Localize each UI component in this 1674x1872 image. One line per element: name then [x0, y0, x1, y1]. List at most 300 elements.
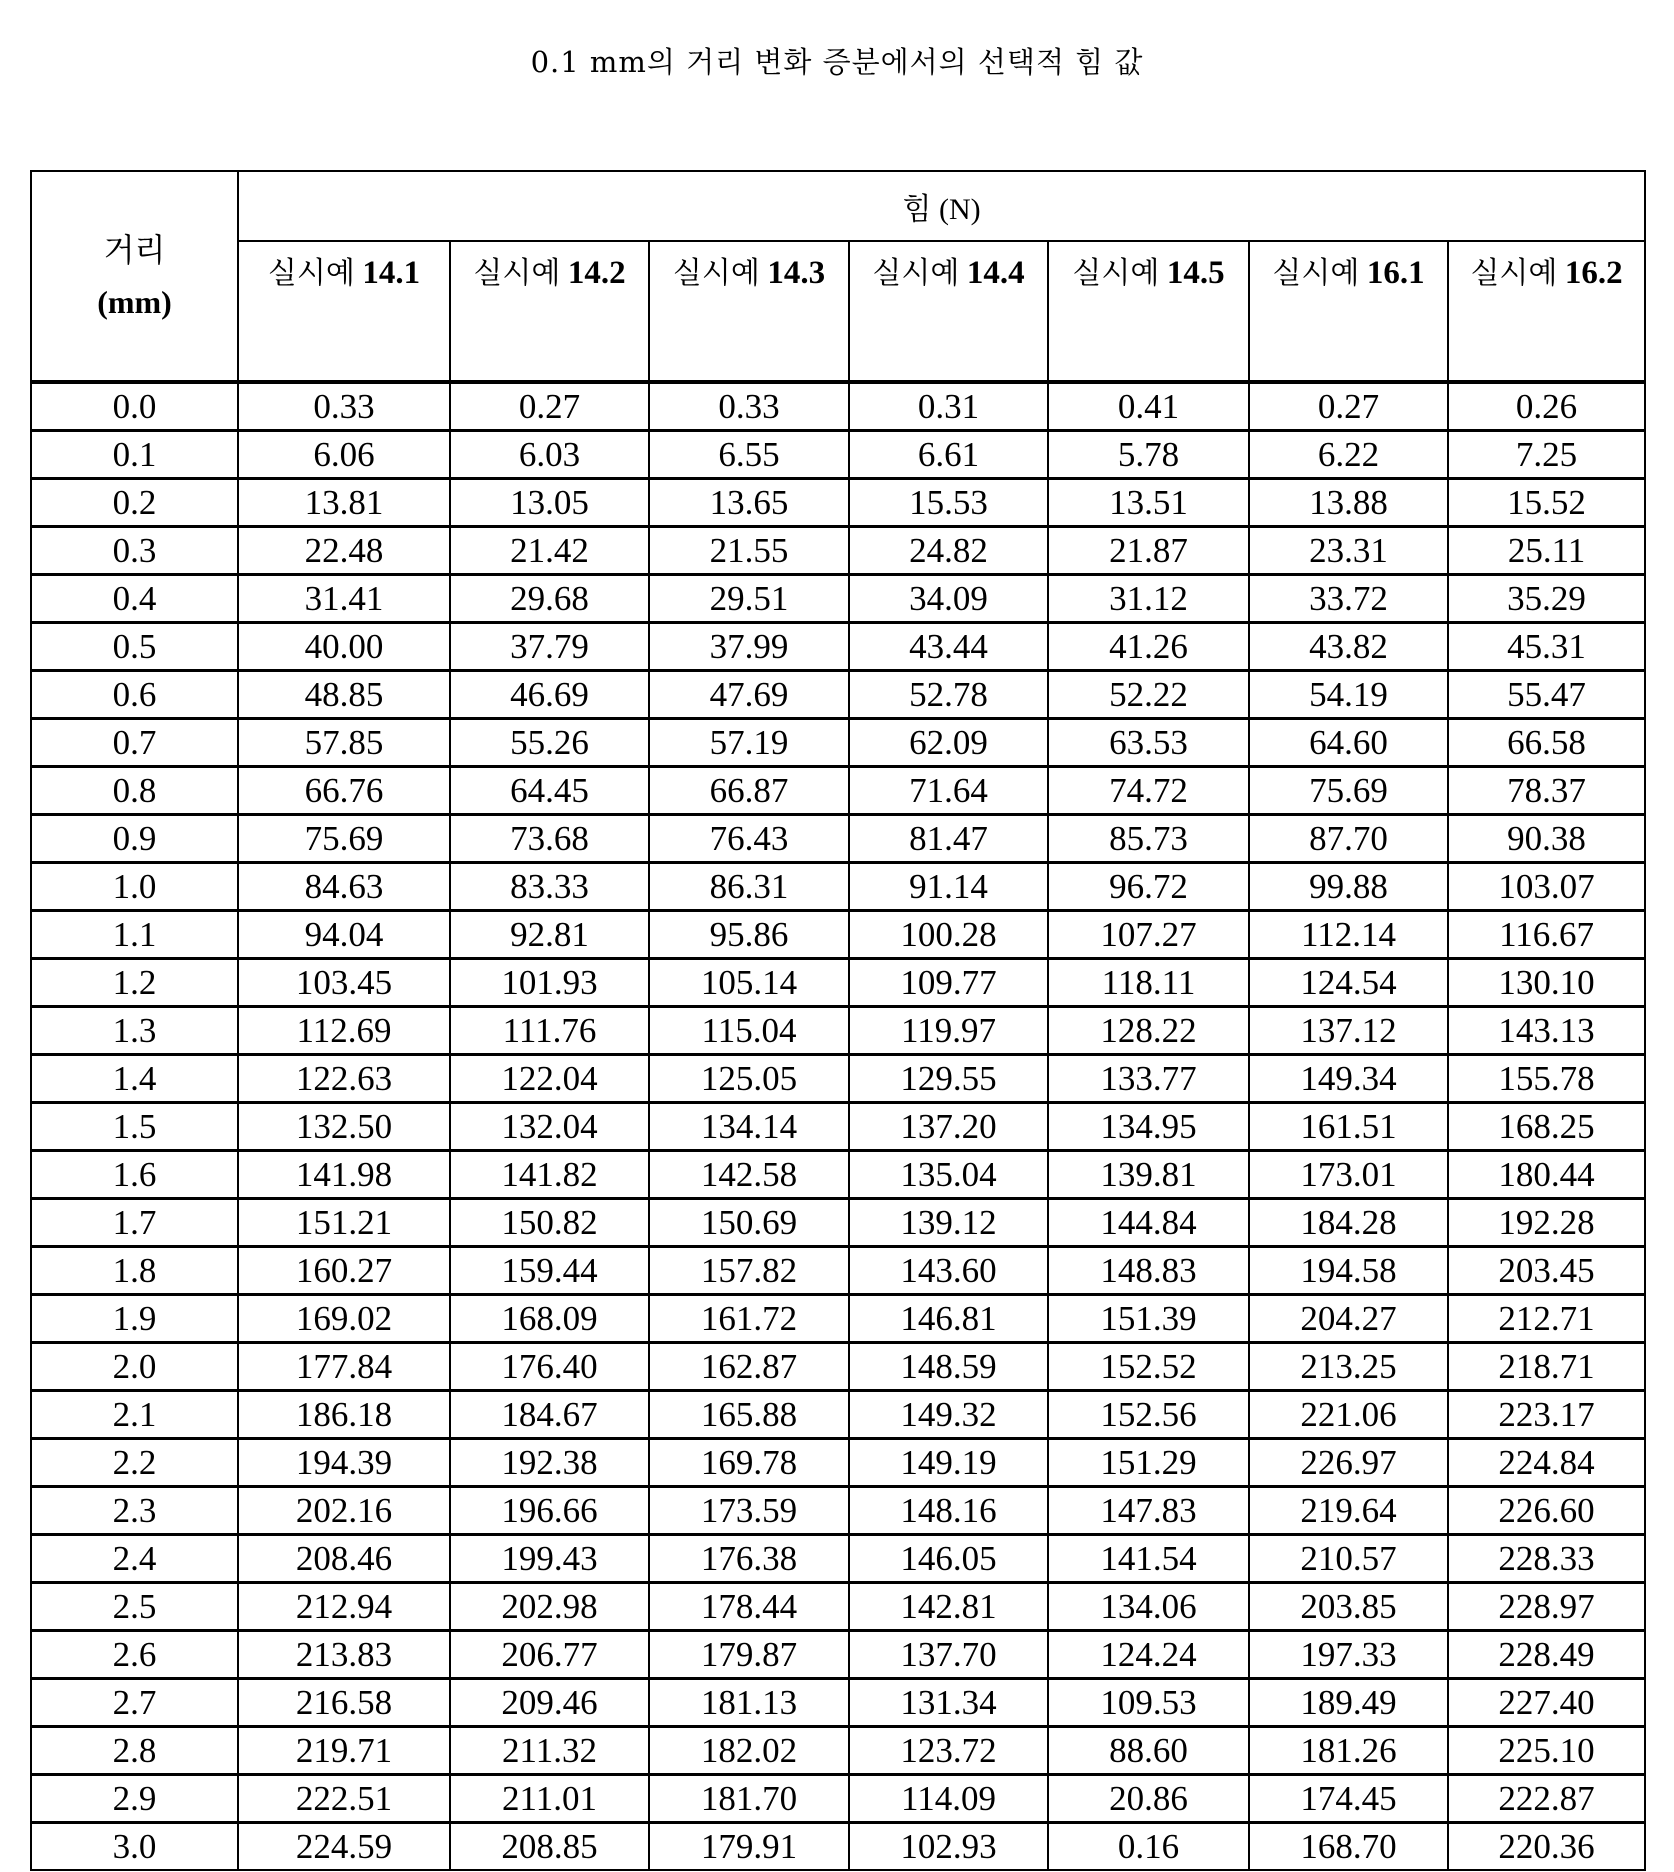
column-header-example [849, 241, 1048, 382]
force-cell: 118.11 [1048, 959, 1249, 1007]
table-row [31, 1823, 1645, 1871]
force-cell: 173.59 [649, 1487, 849, 1535]
force-cell: 13.81 [238, 479, 450, 527]
force-cell: 181.13 [649, 1679, 849, 1727]
force-cell: 81.47 [849, 815, 1048, 863]
force-cell: 223.17 [1448, 1391, 1645, 1439]
column-header-number: 14.5 [1167, 255, 1225, 291]
distance-cell: 0.1 [31, 431, 238, 479]
force-cell: 208.85 [450, 1823, 649, 1871]
force-cell: 152.56 [1048, 1391, 1249, 1439]
force-cell: 194.58 [1249, 1247, 1448, 1295]
distance-cell: 0.7 [31, 719, 238, 767]
force-cell: 228.97 [1448, 1583, 1645, 1631]
force-cell: 210.57 [1249, 1535, 1448, 1583]
force-cell: 203.45 [1448, 1247, 1645, 1295]
distance-cell: 2.1 [31, 1391, 238, 1439]
force-cell: 226.60 [1448, 1487, 1645, 1535]
force-cell: 142.81 [849, 1583, 1048, 1631]
table-row [31, 1679, 1645, 1727]
force-cell: 31.12 [1048, 575, 1249, 623]
table-row [31, 1199, 1645, 1247]
force-cell: 102.93 [849, 1823, 1048, 1871]
force-cell: 225.10 [1448, 1727, 1645, 1775]
table-row [31, 959, 1645, 1007]
force-cell: 202.98 [450, 1583, 649, 1631]
distance-cell: 0.6 [31, 671, 238, 719]
force-cell: 152.52 [1048, 1343, 1249, 1391]
force-cell: 34.09 [849, 575, 1048, 623]
distance-cell: 1.5 [31, 1103, 238, 1151]
force-cell: 204.27 [1249, 1295, 1448, 1343]
force-cell: 25.11 [1448, 527, 1645, 575]
force-cell: 62.09 [849, 719, 1048, 767]
force-cell: 141.54 [1048, 1535, 1249, 1583]
force-cell: 6.61 [849, 431, 1048, 479]
force-cell: 149.32 [849, 1391, 1048, 1439]
force-cell: 94.04 [238, 911, 450, 959]
force-cell: 0.27 [1249, 382, 1448, 431]
force-cell: 15.52 [1448, 479, 1645, 527]
force-cell: 13.88 [1249, 479, 1448, 527]
force-cell: 213.83 [238, 1631, 450, 1679]
force-cell: 186.18 [238, 1391, 450, 1439]
force-cell: 203.85 [1249, 1583, 1448, 1631]
force-cell: 151.21 [238, 1199, 450, 1247]
force-cell: 180.44 [1448, 1151, 1645, 1199]
force-cell: 182.02 [649, 1727, 849, 1775]
table-row [31, 1391, 1645, 1439]
force-cell: 6.22 [1249, 431, 1448, 479]
distance-cell: 3.0 [31, 1823, 238, 1871]
distance-cell: 0.3 [31, 527, 238, 575]
force-cell: 71.64 [849, 767, 1048, 815]
force-cell: 137.20 [849, 1103, 1048, 1151]
force-cell: 141.82 [450, 1151, 649, 1199]
force-cell: 181.26 [1249, 1727, 1448, 1775]
table-row [31, 1295, 1645, 1343]
force-cell: 202.16 [238, 1487, 450, 1535]
force-header: 힘 (N) [238, 171, 1645, 241]
column-header-example [238, 241, 450, 382]
distance-cell: 0.2 [31, 479, 238, 527]
table-row [31, 1727, 1645, 1775]
force-cell: 128.22 [1048, 1007, 1249, 1055]
force-cell: 151.29 [1048, 1439, 1249, 1487]
distance-cell: 2.4 [31, 1535, 238, 1583]
force-cell: 147.83 [1048, 1487, 1249, 1535]
force-cell: 122.63 [238, 1055, 450, 1103]
column-header-number: 14.2 [568, 255, 626, 291]
force-cell: 37.79 [450, 623, 649, 671]
page-title: 0.1 mm의 거리 변화 증분에서의 선택적 힘 값 [0, 40, 1674, 81]
distance-cell: 2.5 [31, 1583, 238, 1631]
force-cell: 151.39 [1048, 1295, 1249, 1343]
table-row [31, 527, 1645, 575]
table-row [31, 1055, 1645, 1103]
force-cell: 57.19 [649, 719, 849, 767]
force-cell: 192.28 [1448, 1199, 1645, 1247]
distance-cell: 0.4 [31, 575, 238, 623]
force-cell: 21.87 [1048, 527, 1249, 575]
column-header-prefix: 실시예 [1072, 257, 1159, 290]
force-cell: 144.84 [1048, 1199, 1249, 1247]
force-cell: 116.67 [1448, 911, 1645, 959]
force-cell: 101.93 [450, 959, 649, 1007]
force-cell: 29.51 [649, 575, 849, 623]
force-cell: 212.94 [238, 1583, 450, 1631]
column-header-number: 16.2 [1565, 255, 1623, 291]
distance-cell: 2.9 [31, 1775, 238, 1823]
force-cell: 0.33 [238, 382, 450, 431]
force-cell: 112.14 [1249, 911, 1448, 959]
table-row [31, 431, 1645, 479]
force-cell: 224.59 [238, 1823, 450, 1871]
force-cell: 199.43 [450, 1535, 649, 1583]
force-cell: 6.06 [238, 431, 450, 479]
force-cell: 74.72 [1048, 767, 1249, 815]
force-cell: 103.45 [238, 959, 450, 1007]
force-cell: 176.38 [649, 1535, 849, 1583]
force-table [30, 170, 1646, 1871]
force-cell: 192.38 [450, 1439, 649, 1487]
distance-cell: 2.6 [31, 1631, 238, 1679]
column-header-example [1048, 241, 1249, 382]
force-cell: 227.40 [1448, 1679, 1645, 1727]
force-cell: 150.69 [649, 1199, 849, 1247]
force-cell: 176.40 [450, 1343, 649, 1391]
force-cell: 88.60 [1048, 1727, 1249, 1775]
column-header-number: 14.4 [967, 255, 1025, 291]
force-cell: 184.28 [1249, 1199, 1448, 1247]
force-cell: 139.81 [1048, 1151, 1249, 1199]
force-cell: 226.97 [1249, 1439, 1448, 1487]
distance-cell: 1.8 [31, 1247, 238, 1295]
force-cell: 148.83 [1048, 1247, 1249, 1295]
force-cell: 194.39 [238, 1439, 450, 1487]
distance-cell: 2.8 [31, 1727, 238, 1775]
table-row [31, 575, 1645, 623]
force-cell: 178.44 [649, 1583, 849, 1631]
column-header-example [1448, 241, 1645, 382]
force-cell: 208.46 [238, 1535, 450, 1583]
force-cell: 52.22 [1048, 671, 1249, 719]
column-header-prefix: 실시예 [473, 257, 560, 290]
force-cell: 45.31 [1448, 623, 1645, 671]
force-cell: 134.95 [1048, 1103, 1249, 1151]
force-cell: 0.33 [649, 382, 849, 431]
force-cell: 125.05 [649, 1055, 849, 1103]
force-cell: 141.98 [238, 1151, 450, 1199]
force-cell: 181.70 [649, 1775, 849, 1823]
force-cell: 177.84 [238, 1343, 450, 1391]
distance-cell: 1.6 [31, 1151, 238, 1199]
force-cell: 143.13 [1448, 1007, 1645, 1055]
distance-cell: 0.0 [31, 382, 238, 431]
force-cell: 212.71 [1448, 1295, 1645, 1343]
force-cell: 0.41 [1048, 382, 1249, 431]
distance-cell: 0.9 [31, 815, 238, 863]
force-cell: 196.66 [450, 1487, 649, 1535]
distance-header [31, 171, 238, 382]
force-cell: 228.33 [1448, 1535, 1645, 1583]
force-cell: 216.58 [238, 1679, 450, 1727]
distance-cell: 1.7 [31, 1199, 238, 1247]
force-cell: 83.33 [450, 863, 649, 911]
force-cell: 78.37 [1448, 767, 1645, 815]
column-header-prefix: 실시예 [1470, 257, 1557, 290]
force-cell: 173.01 [1249, 1151, 1448, 1199]
force-cell: 220.36 [1448, 1823, 1645, 1871]
force-cell: 123.72 [849, 1727, 1048, 1775]
force-cell: 111.76 [450, 1007, 649, 1055]
table-row [31, 1583, 1645, 1631]
force-cell: 132.50 [238, 1103, 450, 1151]
force-cell: 224.84 [1448, 1439, 1645, 1487]
force-cell: 40.00 [238, 623, 450, 671]
force-cell: 13.51 [1048, 479, 1249, 527]
force-cell: 41.26 [1048, 623, 1249, 671]
table-row [31, 815, 1645, 863]
column-header-number: 14.3 [767, 255, 825, 291]
force-cell: 131.34 [849, 1679, 1048, 1727]
force-cell: 35.29 [1448, 575, 1645, 623]
force-cell: 55.26 [450, 719, 649, 767]
force-cell: 119.97 [849, 1007, 1048, 1055]
force-cell: 221.06 [1249, 1391, 1448, 1439]
column-header-prefix: 실시예 [872, 257, 959, 290]
column-header-number: 16.1 [1367, 255, 1425, 291]
column-header-example [450, 241, 649, 382]
force-cell: 149.19 [849, 1439, 1048, 1487]
force-cell: 133.77 [1048, 1055, 1249, 1103]
distance-cell: 2.7 [31, 1679, 238, 1727]
force-cell: 174.45 [1249, 1775, 1448, 1823]
distance-label: 거리 [104, 232, 166, 268]
force-cell: 169.02 [238, 1295, 450, 1343]
force-cell: 47.69 [649, 671, 849, 719]
force-cell: 222.51 [238, 1775, 450, 1823]
force-cell: 76.43 [649, 815, 849, 863]
force-cell: 6.03 [450, 431, 649, 479]
force-cell: 155.78 [1448, 1055, 1645, 1103]
force-cell: 159.44 [450, 1247, 649, 1295]
force-cell: 219.71 [238, 1727, 450, 1775]
force-cell: 31.41 [238, 575, 450, 623]
force-cell: 21.42 [450, 527, 649, 575]
force-cell: 161.72 [649, 1295, 849, 1343]
force-cell: 13.65 [649, 479, 849, 527]
force-cell: 135.04 [849, 1151, 1048, 1199]
force-cell: 161.51 [1249, 1103, 1448, 1151]
force-cell: 86.31 [649, 863, 849, 911]
force-cell: 29.68 [450, 575, 649, 623]
column-header-example [1249, 241, 1448, 382]
force-cell: 0.26 [1448, 382, 1645, 431]
table-row [31, 1151, 1645, 1199]
force-cell: 146.81 [849, 1295, 1048, 1343]
table-row [31, 1775, 1645, 1823]
force-cell: 23.31 [1249, 527, 1448, 575]
force-cell: 64.45 [450, 767, 649, 815]
force-cell: 92.81 [450, 911, 649, 959]
force-cell: 124.24 [1048, 1631, 1249, 1679]
column-header-example [649, 241, 849, 382]
distance-cell: 2.0 [31, 1343, 238, 1391]
force-cell: 179.91 [649, 1823, 849, 1871]
table-row [31, 1343, 1645, 1391]
force-cell: 139.12 [849, 1199, 1048, 1247]
table-row [31, 1487, 1645, 1535]
force-cell: 0.27 [450, 382, 649, 431]
force-cell: 211.01 [450, 1775, 649, 1823]
force-cell: 0.16 [1048, 1823, 1249, 1871]
table-row [31, 671, 1645, 719]
table-row [31, 863, 1645, 911]
table-row [31, 911, 1645, 959]
force-cell: 66.76 [238, 767, 450, 815]
force-cell: 107.27 [1048, 911, 1249, 959]
force-cell: 148.16 [849, 1487, 1048, 1535]
force-cell: 105.14 [649, 959, 849, 1007]
force-cell: 73.68 [450, 815, 649, 863]
force-cell: 168.09 [450, 1295, 649, 1343]
force-cell: 197.33 [1249, 1631, 1448, 1679]
force-cell: 54.19 [1249, 671, 1448, 719]
force-cell: 228.49 [1448, 1631, 1645, 1679]
force-cell: 206.77 [450, 1631, 649, 1679]
force-cell: 129.55 [849, 1055, 1048, 1103]
force-cell: 184.67 [450, 1391, 649, 1439]
force-cell: 6.55 [649, 431, 849, 479]
column-header-number: 14.1 [362, 255, 420, 291]
table-row [31, 719, 1645, 767]
force-cell: 46.69 [450, 671, 649, 719]
force-cell: 189.49 [1249, 1679, 1448, 1727]
force-cell: 103.07 [1448, 863, 1645, 911]
force-cell: 219.64 [1249, 1487, 1448, 1535]
force-cell: 134.06 [1048, 1583, 1249, 1631]
table-row [31, 623, 1645, 671]
force-cell: 57.85 [238, 719, 450, 767]
distance-cell: 1.0 [31, 863, 238, 911]
force-cell: 218.71 [1448, 1343, 1645, 1391]
column-header-prefix: 실시예 [268, 257, 355, 290]
force-cell: 134.14 [649, 1103, 849, 1151]
force-cell: 5.78 [1048, 431, 1249, 479]
force-cell: 112.69 [238, 1007, 450, 1055]
force-cell: 142.58 [649, 1151, 849, 1199]
force-cell: 162.87 [649, 1343, 849, 1391]
distance-cell: 1.3 [31, 1007, 238, 1055]
force-cell: 43.82 [1249, 623, 1448, 671]
force-cell: 43.44 [849, 623, 1048, 671]
table-row [31, 1535, 1645, 1583]
distance-cell: 1.2 [31, 959, 238, 1007]
force-cell: 122.04 [450, 1055, 649, 1103]
distance-cell: 0.5 [31, 623, 238, 671]
force-cell: 66.58 [1448, 719, 1645, 767]
force-cell: 168.70 [1249, 1823, 1448, 1871]
distance-cell: 1.4 [31, 1055, 238, 1103]
force-cell: 52.78 [849, 671, 1048, 719]
force-cell: 96.72 [1048, 863, 1249, 911]
force-cell: 130.10 [1448, 959, 1645, 1007]
force-cell: 7.25 [1448, 431, 1645, 479]
force-cell: 124.54 [1249, 959, 1448, 1007]
distance-cell: 1.9 [31, 1295, 238, 1343]
force-cell: 90.38 [1448, 815, 1645, 863]
force-cell: 85.73 [1048, 815, 1249, 863]
table-row [31, 1247, 1645, 1295]
force-cell: 150.82 [450, 1199, 649, 1247]
force-cell: 95.86 [649, 911, 849, 959]
force-cell: 168.25 [1448, 1103, 1645, 1151]
force-cell: 146.05 [849, 1535, 1048, 1583]
force-cell: 13.05 [450, 479, 649, 527]
table-row [31, 479, 1645, 527]
force-cell: 75.69 [1249, 767, 1448, 815]
force-cell: 179.87 [649, 1631, 849, 1679]
force-cell: 114.09 [849, 1775, 1048, 1823]
force-cell: 149.34 [1249, 1055, 1448, 1103]
force-cell: 222.87 [1448, 1775, 1645, 1823]
force-cell: 157.82 [649, 1247, 849, 1295]
force-cell: 169.78 [649, 1439, 849, 1487]
force-cell: 137.70 [849, 1631, 1048, 1679]
table-row [31, 1631, 1645, 1679]
force-cell: 33.72 [1249, 575, 1448, 623]
distance-cell: 0.8 [31, 767, 238, 815]
force-cell: 66.87 [649, 767, 849, 815]
table-row [31, 382, 1645, 431]
force-cell: 24.82 [849, 527, 1048, 575]
force-cell: 99.88 [1249, 863, 1448, 911]
force-cell: 109.77 [849, 959, 1048, 1007]
distance-unit: (mm) [97, 284, 172, 320]
table-row [31, 1439, 1645, 1487]
column-header-prefix: 실시예 [673, 257, 760, 290]
force-cell: 211.32 [450, 1727, 649, 1775]
force-cell: 63.53 [1048, 719, 1249, 767]
force-cell: 22.48 [238, 527, 450, 575]
force-cell: 48.85 [238, 671, 450, 719]
force-cell: 37.99 [649, 623, 849, 671]
force-cell: 0.31 [849, 382, 1048, 431]
table-row [31, 1007, 1645, 1055]
column-header-prefix: 실시예 [1272, 257, 1359, 290]
force-cell: 137.12 [1249, 1007, 1448, 1055]
force-cell: 160.27 [238, 1247, 450, 1295]
force-cell: 91.14 [849, 863, 1048, 911]
distance-cell: 2.3 [31, 1487, 238, 1535]
table-row [31, 1103, 1645, 1151]
force-cell: 64.60 [1249, 719, 1448, 767]
force-cell: 15.53 [849, 479, 1048, 527]
force-cell: 165.88 [649, 1391, 849, 1439]
force-cell: 209.46 [450, 1679, 649, 1727]
force-cell: 132.04 [450, 1103, 649, 1151]
distance-cell: 1.1 [31, 911, 238, 959]
force-cell: 84.63 [238, 863, 450, 911]
table-row [31, 767, 1645, 815]
force-cell: 20.86 [1048, 1775, 1249, 1823]
force-cell: 75.69 [238, 815, 450, 863]
force-cell: 55.47 [1448, 671, 1645, 719]
force-cell: 115.04 [649, 1007, 849, 1055]
distance-cell: 2.2 [31, 1439, 238, 1487]
force-cell: 143.60 [849, 1247, 1048, 1295]
